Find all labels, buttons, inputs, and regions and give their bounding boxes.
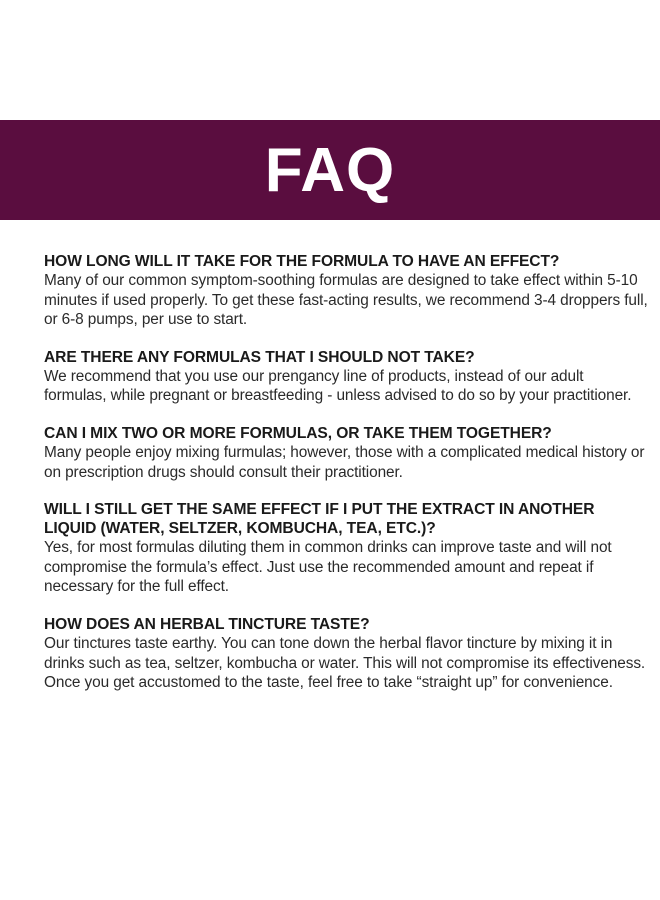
- faq-list: [44, 252, 648, 711]
- faq-header-banner: [0, 120, 660, 220]
- faq-answer: Many of our common symptom-soothing formulas are designed to take effect within 5-10 minutes if used properly. To get these fast-acting results, we recommend 3-4 droppers full, or 6-8 pumps, per use to start.: [44, 272, 648, 329]
- faq-question: WILL I STILL GET THE SAME EFFECT IF I PUT THE EXTRACT IN ANOTHER LIQUID (WATER, SELTZER, KOMBUCHA, TEA, ETC.)?: [44, 501, 595, 538]
- page-title: FAQ: [264, 136, 396, 205]
- faq-question: HOW LONG WILL IT TAKE FOR THE FORMULA TO HAVE AN EFFECT?: [44, 253, 560, 270]
- faq-item-formulas-to-avoid: [44, 348, 648, 406]
- faq-item-taste: [44, 615, 648, 693]
- faq-item-other-liquids: [44, 500, 648, 597]
- faq-question: ARE THERE ANY FORMULAS THAT I SHOULD NOT TAKE?: [44, 348, 475, 366]
- faq-item-mixing-formulas: [44, 424, 648, 482]
- faq-answer: Yes, for most formulas diluting them in common drinks can improve taste and will not compromise the formula’s effect. Just use the recommended amount and repeat if necessary for the full effect.: [44, 539, 612, 596]
- faq-item-effect-time: [44, 252, 648, 330]
- faq-answer: We recommend that you use our prengancy line of products, instead of our adult formulas, while pregnant or breastfeeding - unless advised to do so by your practitioner.: [44, 367, 632, 405]
- faq-answer: Many people enjoy mixing furmulas; however, those with a complicated medical history or on prescription drugs should consult their practitioner.: [44, 443, 645, 481]
- faq-answer: Our tinctures taste earthy. You can tone down the herbal flavor tincture by mixing it in drinks such as tea, seltzer, kombucha or water. This will not compromise its effectiveness. Once you get accustomed to the taste, feel free to take “straight up” for convenience.: [44, 634, 646, 692]
- faq-question: CAN I MIX TWO OR MORE FORMULAS, OR TAKE THEM TOGETHER?: [44, 424, 552, 442]
- faq-question: HOW DOES AN HERBAL TINCTURE TASTE?: [44, 615, 370, 633]
